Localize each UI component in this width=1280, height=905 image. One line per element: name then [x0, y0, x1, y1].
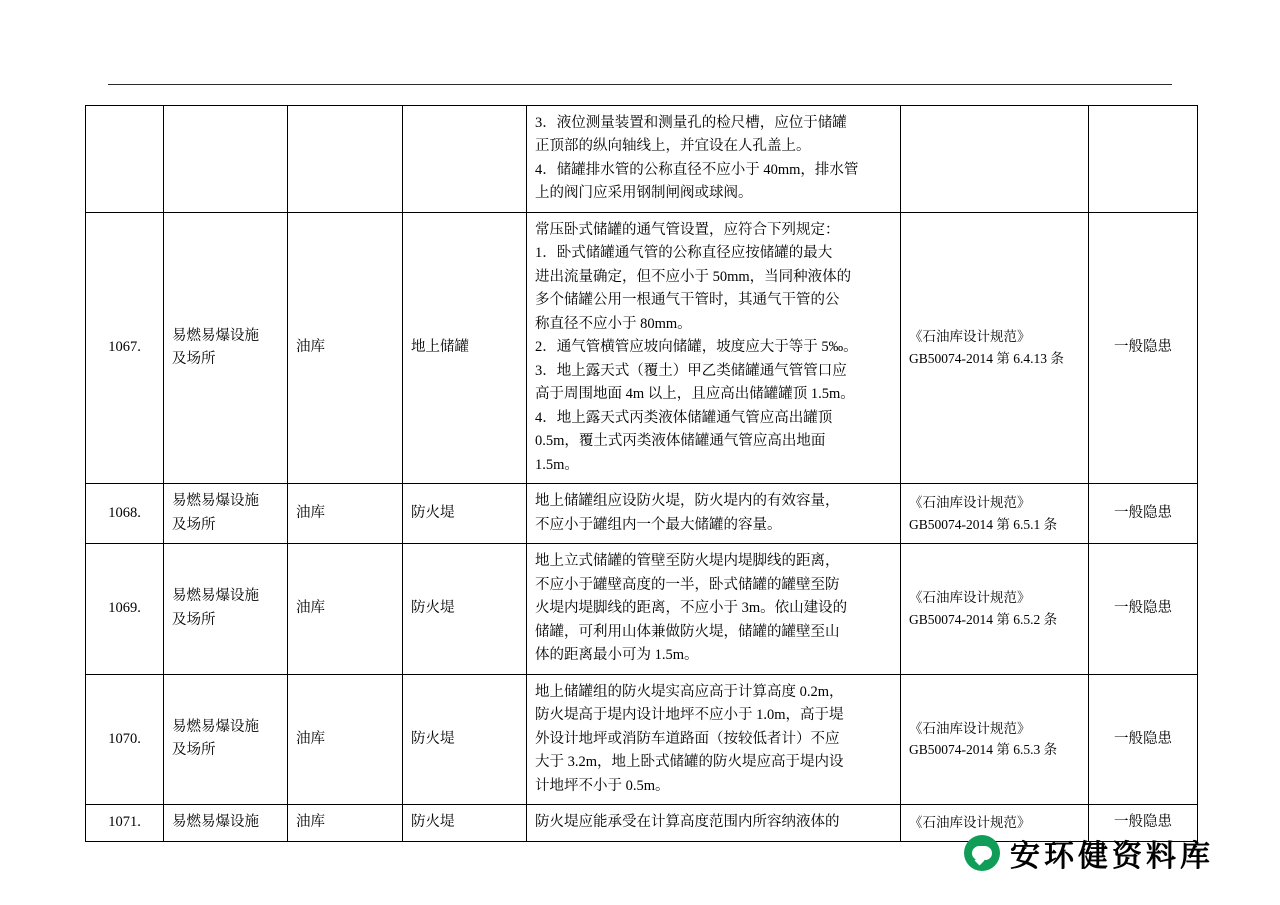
cell-category: 易燃易爆设施 [164, 805, 288, 841]
cell-category: 易燃易爆设施 及场所 [164, 212, 288, 483]
cell-standard [901, 106, 1089, 213]
table-row [86, 544, 1198, 674]
cell-number: 1070. [86, 674, 164, 804]
table-row [86, 674, 1198, 804]
cell-object: 防火堤 [403, 674, 527, 804]
cell-place: 油库 [288, 674, 403, 804]
watermark [964, 831, 1214, 875]
cell-level [1089, 106, 1198, 213]
cell-standard: 《石油库设计规范》 GB50074-2014 第 6.5.2 条 [901, 544, 1089, 674]
cell-requirement: 常压卧式储罐的通气管设置，应符合下列规定： 1．卧式储罐通气管的公称直径应按储罐的最大 进出流量确定，但不应小于 50mm，当同种液体的 多个储罐公用一根通气干管时，其通气干管的公 称直径不应小于 80mm。 2．通气管横管应坡向储罐，坡度应大于等于 5‰。 3．地上露天式（覆土）甲乙类储罐通气管管口应 高于周围地面 4m 以上，且应高出储罐罐顶 1.5m。 4．地上露天式丙类液体储罐通气管应高出罐顶 0.5m，覆土式丙类液体储罐通气管应高出地面 1.5m。 [527, 212, 901, 483]
cell-object: 防火堤 [403, 484, 527, 544]
cell-requirement: 地上储罐组应设防火堤，防火堤内的有效容量， 不应小于罐组内一个最大储罐的容量。 [527, 484, 901, 544]
cell-number: 1068. [86, 484, 164, 544]
cell-level: 一般隐患 [1089, 212, 1198, 483]
cell-place: 油库 [288, 484, 403, 544]
cell-object: 防火堤 [403, 805, 527, 841]
cell-level: 一般隐患 [1089, 674, 1198, 804]
cell-level: 一般隐患 [1089, 805, 1198, 841]
cell-requirement: 防火堤应能承受在计算高度范围内所容纳液体的 [527, 805, 901, 841]
cell-standard: 《石油库设计规范》 GB50074-2014 第 6.4.13 条 [901, 212, 1089, 483]
cell-object: 地上储罐 [403, 212, 527, 483]
table-row [86, 212, 1198, 483]
cell-number [86, 106, 164, 213]
cell-standard: 《石油库设计规范》 [901, 805, 1089, 841]
cell-place: 油库 [288, 544, 403, 674]
watermark-label: 安环健资料库 [1010, 840, 1214, 873]
cell-standard: 《石油库设计规范》 GB50074-2014 第 6.5.3 条 [901, 674, 1089, 804]
cell-standard: 《石油库设计规范》 GB50074-2014 第 6.5.1 条 [901, 484, 1089, 544]
cell-number: 1069. [86, 544, 164, 674]
table-row [86, 106, 1198, 213]
cell-category: 易燃易爆设施 及场所 [164, 544, 288, 674]
cell-place: 油库 [288, 805, 403, 841]
cell-category: 易燃易爆设施 及场所 [164, 674, 288, 804]
cell-number: 1067. [86, 212, 164, 483]
header-rule [108, 84, 1172, 85]
cell-place [288, 106, 403, 213]
cell-level: 一般隐患 [1089, 544, 1198, 674]
hazard-checklist-table [85, 105, 1198, 842]
cell-level: 一般隐患 [1089, 484, 1198, 544]
cell-object [403, 106, 527, 213]
cell-category [164, 106, 288, 213]
cell-object: 防火堤 [403, 544, 527, 674]
cell-number: 1071. [86, 805, 164, 841]
cell-requirement: 地上立式储罐的管壁至防火堤内堤脚线的距离， 不应小于罐壁高度的一半，卧式储罐的罐壁至防 火堤内堤脚线的距离，不应小于 3m。依山建设的 储罐，可利用山体兼做防火堤，储罐的罐壁至山 体的距离最小可为 1.5m。 [527, 544, 901, 674]
cell-requirement: 3．液位测量装置和测量孔的检尺槽，应位于储罐 正顶部的纵向轴线上，并宜设在人孔盖上。 4．储罐排水管的公称直径不应小于 40mm，排水管 上的阀门应采用钢制闸阀或球阀。 [527, 106, 901, 213]
cell-place: 油库 [288, 212, 403, 483]
table-row [86, 484, 1198, 544]
cell-category: 易燃易爆设施 及场所 [164, 484, 288, 544]
cell-requirement: 地上储罐组的防火堤实高应高于计算高度 0.2m， 防火堤高于堤内设计地坪不应小于 1.0m，高于堤 外设计地坪或消防车道路面（按较低者计）不应 大于 3.2m，地上卧式储罐的防火堤应高于堤内设 计地坪不小于 0.5m。 [527, 674, 901, 804]
wechat-circle-icon [964, 835, 1000, 871]
